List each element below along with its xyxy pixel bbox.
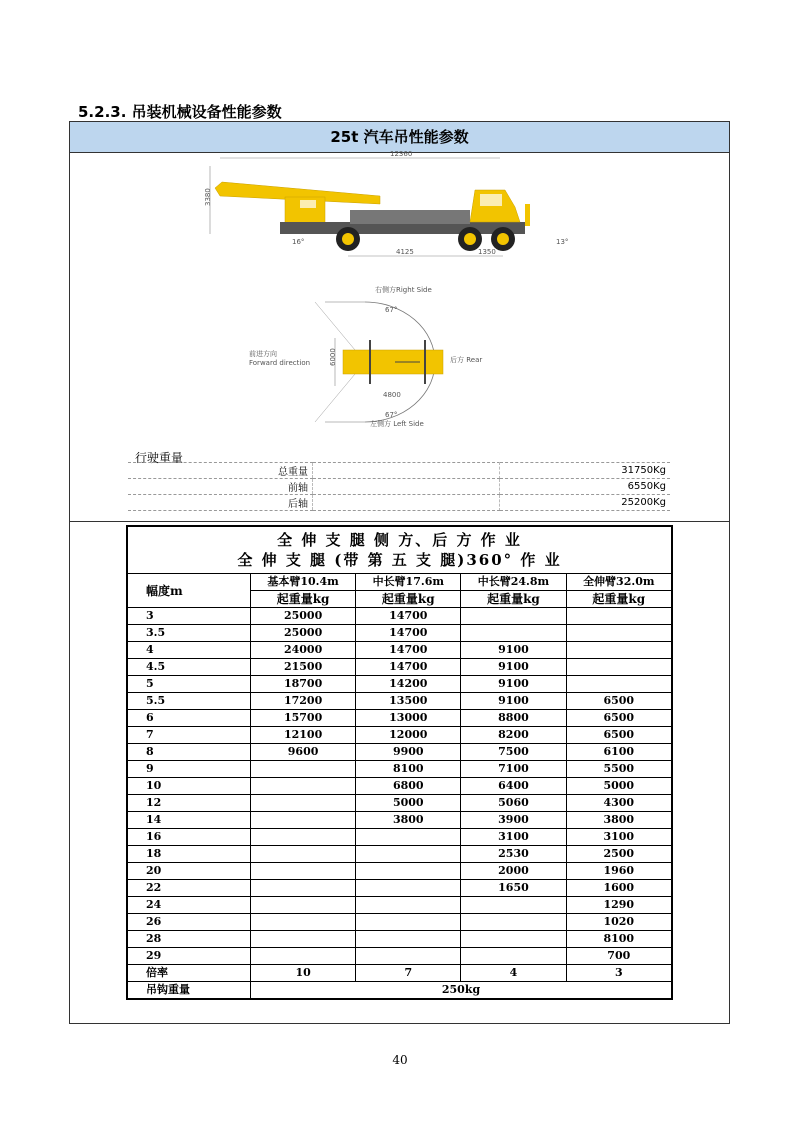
load-cell: 6500: [566, 727, 672, 744]
load-cell: [251, 948, 356, 965]
load-cell: [251, 761, 356, 778]
load-cell: 8200: [461, 727, 566, 744]
table-row: [127, 727, 672, 744]
boom-label: 中长臂24.8m: [461, 574, 566, 591]
load-cell: [356, 846, 461, 863]
load-cell: 9100: [461, 659, 566, 676]
table-row: [128, 479, 670, 495]
load-cell: 6400: [461, 778, 566, 795]
radius-cell: 6: [127, 710, 251, 727]
load-cell: 12100: [251, 727, 356, 744]
span-width-label: 6000: [329, 348, 337, 366]
radius-cell: 5: [127, 676, 251, 693]
radius-cell: 26: [127, 914, 251, 931]
radius-cell: 28: [127, 931, 251, 948]
load-cell: [251, 863, 356, 880]
radius-label: 幅度m: [127, 574, 251, 608]
load-cell: [251, 931, 356, 948]
table-row: [127, 931, 672, 948]
load-cell: [356, 829, 461, 846]
radius-cell: 24: [127, 897, 251, 914]
table-row: [127, 710, 672, 727]
load-cell: [461, 897, 566, 914]
radius-cell: 3: [127, 608, 251, 625]
table-row: [127, 676, 672, 693]
load-cell: 1960: [566, 863, 672, 880]
table-row: [127, 659, 672, 676]
ratio-value: 7: [356, 965, 461, 982]
load-unit-label: 起重量kg: [251, 591, 356, 608]
table-row: [127, 608, 672, 625]
load-cell: 1650: [461, 880, 566, 897]
table-row: [128, 495, 670, 511]
load-cell: [251, 778, 356, 795]
load-cell: 14700: [356, 659, 461, 676]
load-cell: 3100: [461, 829, 566, 846]
load-cell: 24000: [251, 642, 356, 659]
load-cell: 3100: [566, 829, 672, 846]
header-line-1: 全 伸 支 腿 侧 方、后 方 作 业: [277, 531, 522, 549]
load-cell: [461, 914, 566, 931]
load-cell: 2500: [566, 846, 672, 863]
height-label: 3380: [204, 188, 212, 206]
load-cell: 9100: [461, 676, 566, 693]
load-cell: 1020: [566, 914, 672, 931]
load-unit-label: 起重量kg: [461, 591, 566, 608]
load-cell: 13500: [356, 693, 461, 710]
load-cell: [251, 914, 356, 931]
radius-cell: 18: [127, 846, 251, 863]
load-cell: 15700: [251, 710, 356, 727]
radius-cell: 9: [127, 761, 251, 778]
load-cell: [251, 829, 356, 846]
load-cell: [251, 812, 356, 829]
load-chart-table: [126, 525, 673, 1000]
left-side-label: 左侧方 Left Side: [370, 420, 424, 428]
load-cell: 14200: [356, 676, 461, 693]
load-cell: 2530: [461, 846, 566, 863]
right-side-label: 右侧方Right Side: [375, 286, 432, 294]
radius-cell: 20: [127, 863, 251, 880]
load-cell: 14700: [356, 608, 461, 625]
table-row: [127, 812, 672, 829]
hook-label: 吊钩重量: [127, 982, 251, 1000]
load-cell: [566, 625, 672, 642]
ratio-value: 10: [251, 965, 356, 982]
radius-cell: 3.5: [127, 625, 251, 642]
table-title: 25t 汽车吊性能参数: [70, 122, 729, 153]
table-row: [127, 914, 672, 931]
table-row: [127, 897, 672, 914]
load-cell: [461, 608, 566, 625]
rear-label: 后方 Rear: [450, 356, 483, 364]
load-cell: 1600: [566, 880, 672, 897]
load-cell: [356, 914, 461, 931]
load-cell: 8100: [566, 931, 672, 948]
weight-label: 总重量: [128, 463, 313, 479]
load-cell: 3800: [356, 812, 461, 829]
load-cell: [251, 846, 356, 863]
weight-value: 6550Kg: [500, 479, 671, 495]
load-cell: 6500: [566, 710, 672, 727]
forward-direction-cn: 前进方向: [249, 350, 277, 358]
load-cell: 8800: [461, 710, 566, 727]
radius-cell: 4.5: [127, 659, 251, 676]
weights-table: [128, 462, 670, 511]
load-cell: [356, 863, 461, 880]
front-angle-label: 16°: [292, 238, 305, 246]
load-cell: [356, 897, 461, 914]
radius-cell: 8: [127, 744, 251, 761]
table-row: [127, 744, 672, 761]
load-cell: [251, 897, 356, 914]
load-cell: [251, 880, 356, 897]
load-cell: 17200: [251, 693, 356, 710]
outrigger-top-view: [245, 280, 505, 430]
load-cell: [566, 676, 672, 693]
load-cell: [461, 625, 566, 642]
radius-cell: 14: [127, 812, 251, 829]
table-row: [127, 625, 672, 642]
ratio-row: [127, 965, 672, 982]
table-row: [127, 761, 672, 778]
load-cell: 8100: [356, 761, 461, 778]
table-row: [127, 795, 672, 812]
table-row: [127, 846, 672, 863]
crane-side-view: [200, 150, 569, 262]
span-length-label: 4800: [383, 391, 401, 399]
load-cell: 7100: [461, 761, 566, 778]
load-cell: 21500: [251, 659, 356, 676]
hook-weight: 250kg: [251, 982, 673, 1000]
load-cell: [566, 608, 672, 625]
load-cell: 14700: [356, 642, 461, 659]
load-table-header: [127, 526, 672, 574]
table-row: [127, 863, 672, 880]
load-cell: 25000: [251, 625, 356, 642]
load-cell: 5000: [356, 795, 461, 812]
load-cell: 13000: [356, 710, 461, 727]
boom-row: [127, 574, 672, 591]
load-cell: [356, 931, 461, 948]
ratio-value: 3: [566, 965, 672, 982]
load-cell: 1290: [566, 897, 672, 914]
radius-cell: 7: [127, 727, 251, 744]
load-cell: [461, 948, 566, 965]
load-cell: [461, 931, 566, 948]
load-cell: 18700: [251, 676, 356, 693]
boom-label: 全伸臂32.0m: [566, 574, 672, 591]
load-cell: 3800: [566, 812, 672, 829]
load-cell: [566, 659, 672, 676]
table-row: [127, 829, 672, 846]
forward-direction-en: Forward direction: [249, 359, 311, 367]
load-cell: 6800: [356, 778, 461, 795]
radius-cell: 10: [127, 778, 251, 795]
table-row: [127, 880, 672, 897]
load-cell: [356, 880, 461, 897]
boom-label: 中长臂17.6m: [356, 574, 461, 591]
angle-bottom-label: 67°: [385, 411, 398, 419]
load-cell: 7500: [461, 744, 566, 761]
table-row: [127, 693, 672, 710]
load-cell: 5500: [566, 761, 672, 778]
load-cell: 2000: [461, 863, 566, 880]
load-cell: 14700: [356, 625, 461, 642]
table-row: [128, 463, 670, 479]
load-cell: 3900: [461, 812, 566, 829]
weight-value: 25200Kg: [500, 495, 671, 511]
weights-title: 行驶重量: [135, 451, 184, 465]
header-line-2: 全 伸 支 腿 (带 第 五 支 腿)360° 作 业: [237, 551, 562, 569]
load-cell: 6500: [566, 693, 672, 710]
load-cell: [356, 948, 461, 965]
load-cell: 9600: [251, 744, 356, 761]
load-unit-label: 起重量kg: [566, 591, 672, 608]
page-number: 40: [392, 1053, 408, 1067]
load-cell: [251, 795, 356, 812]
hook-row: [127, 982, 672, 1000]
load-cell: 4300: [566, 795, 672, 812]
radius-cell: 5.5: [127, 693, 251, 710]
section-divider: [70, 521, 729, 522]
section-heading: 5.2.3. 吊装机械设备性能参数: [78, 103, 282, 121]
ratio-label: 倍率: [127, 965, 251, 982]
radius-cell: 16: [127, 829, 251, 846]
load-cell: 700: [566, 948, 672, 965]
load-cell: 25000: [251, 608, 356, 625]
spec-table: [69, 121, 730, 1024]
weight-label: 后轴: [128, 495, 313, 511]
weight-label: 前轴: [128, 479, 313, 495]
ratio-value: 4: [461, 965, 566, 982]
overall-length-label: 12360: [390, 150, 413, 158]
load-cell: 9900: [356, 744, 461, 761]
table-row: [127, 642, 672, 659]
load-cell: 5060: [461, 795, 566, 812]
load-cell: 12000: [356, 727, 461, 744]
radius-cell: 4: [127, 642, 251, 659]
angle-top-label: 67°: [385, 306, 398, 314]
radius-cell: 12: [127, 795, 251, 812]
load-cell: 5000: [566, 778, 672, 795]
rear-angle-label: 13°: [556, 238, 569, 246]
boom-label: 基本臂10.4m: [251, 574, 356, 591]
radius-cell: 29: [127, 948, 251, 965]
table-row: [127, 778, 672, 795]
table-row: [127, 948, 672, 965]
rear-axle-spacing-label: 1350: [478, 248, 496, 256]
radius-cell: 22: [127, 880, 251, 897]
load-unit-label: 起重量kg: [356, 591, 461, 608]
load-cell: 9100: [461, 642, 566, 659]
load-cell: [566, 642, 672, 659]
weight-value: 31750Kg: [500, 463, 671, 479]
load-cell: 9100: [461, 693, 566, 710]
load-cell: 6100: [566, 744, 672, 761]
axle-spacing-label: 4125: [396, 248, 414, 256]
